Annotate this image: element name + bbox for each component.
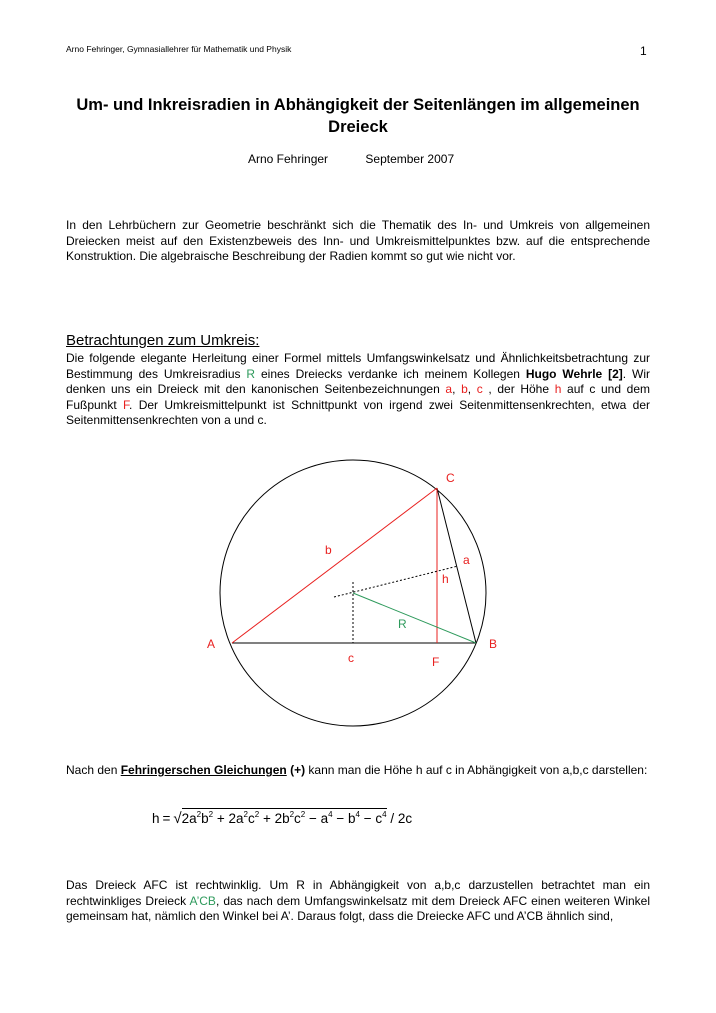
exponent: 2 xyxy=(243,810,248,819)
height-intro-paragraph xyxy=(66,763,650,779)
foot-point-symbol: F xyxy=(123,397,130,412)
term: b xyxy=(201,811,209,826)
side-a-label: a xyxy=(463,553,470,567)
similarity-paragraph xyxy=(66,878,650,925)
exponent: 2 xyxy=(300,810,306,819)
term: − a xyxy=(309,811,329,826)
term: c xyxy=(247,811,255,826)
text-run: , der Höhe xyxy=(482,382,555,397)
formula-radicand xyxy=(182,808,387,826)
vertex-a-label: A xyxy=(207,637,216,651)
term: − b xyxy=(336,811,356,826)
height-formula xyxy=(152,810,412,827)
equation-marker: (+) xyxy=(290,763,306,777)
term: 2a xyxy=(181,811,197,826)
side-c-label: c xyxy=(348,651,354,665)
exponent: 4 xyxy=(328,810,333,819)
term: + 2a xyxy=(216,811,244,826)
vertex-b-label: B xyxy=(489,637,498,651)
formula-equals: = xyxy=(162,811,171,826)
term: c xyxy=(294,811,301,826)
text-run: auf c und dem Fußpunkt xyxy=(66,382,650,412)
term: − c xyxy=(363,811,383,826)
triangle-acb-symbol: A’CB xyxy=(189,893,216,908)
side-c-symbol: c xyxy=(476,382,483,397)
header-author-line: Arno Fehringer, Gymnasiallehrer für Mathematik und Physik xyxy=(66,44,292,54)
exponent: 2 xyxy=(196,810,202,819)
text-run: . Wir denken uns ein Dreieck mit den kanonischen Seitenbezeichnungen xyxy=(66,366,651,397)
intro-paragraph: In den Lehrbüchern zur Geometrie beschränkt sich die Thematik des In- und Umkreis von allgemeinen Dreiecken meist auf den Existenzbeweis des Inn- und Umkreismittelpunktes bzw. auf die entsprechende Konstruktion. Die algebraische Beschreibung der Radien kommt so gut wie nicht vor. xyxy=(66,218,650,264)
exponent: 4 xyxy=(382,810,387,819)
radius-label: R xyxy=(398,617,407,631)
side-a-symbol: a xyxy=(445,382,453,397)
exponent: 2 xyxy=(208,810,214,819)
height-symbol: h xyxy=(554,382,562,397)
text-run: Die folgende elegante Herleitung einer Formel mittels Umfangswinkelsatz und Ähnlichkeitsbetrachtung zur Bestimmung des Umkreisradius xyxy=(66,351,650,381)
radius-symbol: R xyxy=(246,366,256,381)
text-run: Nach den xyxy=(66,763,121,777)
author-name: Arno Fehringer xyxy=(248,152,329,166)
perpendicular-bisector-a xyxy=(334,566,458,597)
text-run: eines Dreiecks verdanke ich meinem Kollegen xyxy=(255,366,526,381)
reference-citation: Hugo Wehrle [2] xyxy=(525,366,623,381)
text-run: Das Dreieck AFC ist rechtwinklig. Um R in Abhängigkeit von a,b,c darzustellen betrachtet man ein rechtwinkliges Dreieck xyxy=(66,878,650,908)
sqrt-sign: √ xyxy=(173,810,182,827)
formula-lhs: h xyxy=(152,811,160,826)
text-run: , das nach dem Umfangswinkelsatz mit dem Dreieck AFC einen weiteren Winkel gemeinsam hat, nämlich den Winkel bei A’. Daraus folgt, dass die Dreiecke AFC und A’CB ähnlich sind, xyxy=(66,893,651,924)
exponent: 2 xyxy=(289,810,295,819)
side-b-symbol: b xyxy=(461,382,468,397)
separator: , xyxy=(452,382,462,397)
text-run: . Der Umkreismittelpunkt ist Schnittpunkt von irgend zwei Seitenmittensenkrechten, etwa der Seitenmittensenkrechten von a und c. xyxy=(66,397,650,428)
text-run: kann man die Höhe h auf c in Abhängigkeit von a,b,c darstellen: xyxy=(305,763,648,777)
height-label: h xyxy=(442,572,449,586)
exponent: 2 xyxy=(254,810,260,819)
publication-date: September 2007 xyxy=(365,152,455,166)
side-a-line xyxy=(437,488,476,643)
foot-point-label: F xyxy=(432,655,440,669)
section-heading: Betrachtungen zum Umkreis: xyxy=(66,332,260,349)
page-number: 1 xyxy=(640,44,647,58)
term: + 2b xyxy=(262,811,290,826)
radius-line xyxy=(353,593,476,643)
formula-divisor: / 2c xyxy=(390,811,413,826)
equation-name: Fehringerschen Gleichungen xyxy=(120,763,287,777)
vertex-c-label: C xyxy=(446,471,455,485)
exponent: 4 xyxy=(355,810,360,819)
separator: , xyxy=(467,382,477,397)
side-b-label: b xyxy=(325,543,332,557)
document-title: Um- und Inkreisradien in Abhängigkeit der Seitenlängen im allgemeinen Dreieck xyxy=(76,96,640,136)
